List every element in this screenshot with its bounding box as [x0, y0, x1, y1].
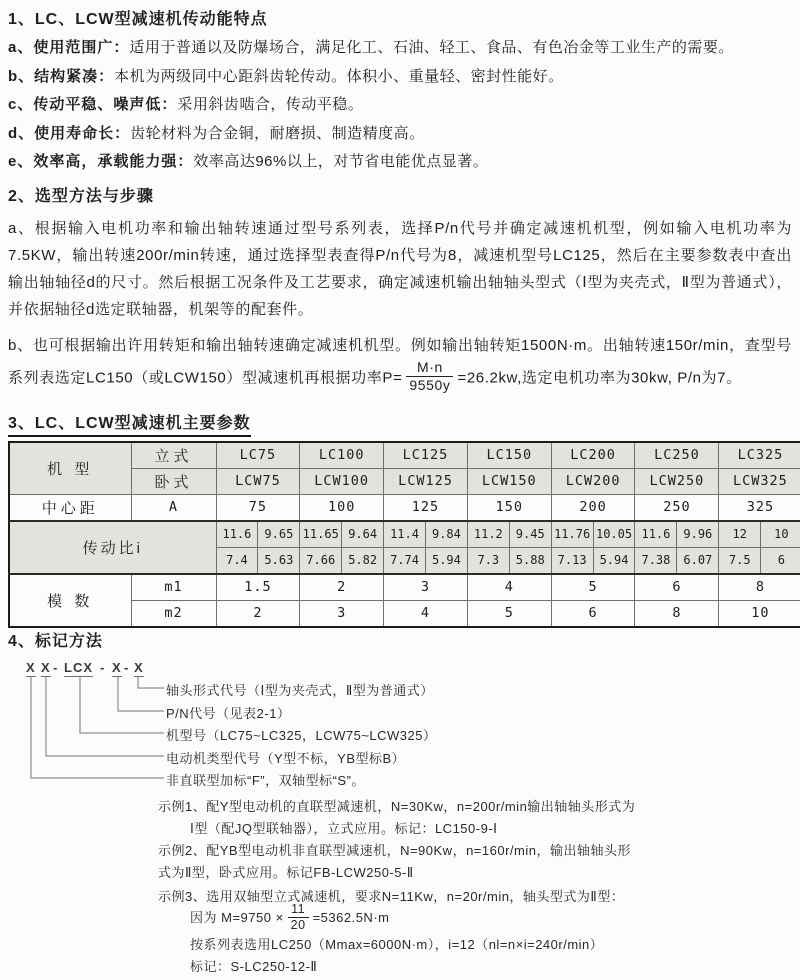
table-cell: 9.45: [509, 521, 551, 548]
table-cell: LCW250: [635, 468, 719, 494]
table-cell: 10: [761, 521, 800, 548]
code-motor-nondirect-x: X: [26, 659, 36, 675]
table-cell: 10.05: [593, 521, 635, 548]
example2-line1: 示例2、配YB型电动机非直联型减速机，N=90Kw，n=160r/min，输出轴轴头形: [158, 842, 631, 858]
diagram-label-shaft-type: 轴头形式代号（Ⅰ型为夹壳式，Ⅱ型为普通式）: [166, 682, 434, 698]
section3-title: [8, 410, 792, 437]
m1-label: m1: [131, 574, 216, 601]
table-cell: 7.5: [719, 547, 761, 574]
module-header: 模 数: [9, 574, 131, 627]
table-cell: 7.74: [384, 547, 426, 574]
center-distance-symbol: A: [131, 494, 216, 521]
table-cell: 10: [719, 600, 800, 627]
formula-numerator: M·n: [406, 359, 453, 377]
example3-calc: [190, 903, 389, 934]
code-shaft-x: X: [134, 659, 144, 675]
table-cell: 125: [384, 494, 468, 521]
feature-lead: e、效率高，承载能力强：: [8, 153, 194, 170]
section2-title: 2、选型方法与步骤: [8, 188, 154, 205]
selection-paragraph-a: a、根据输入电机功率和输出轴转速通过型号系列表，选择P/n代号并确定减速机机型，例如输入电机功率为7.5KW，输出转速200r/min转速，通过选择型表查得P/n代号为8，减速机型号LC125，然后在主要参数表中查出输出轴轴径d的尺寸。然后根据工况条件及工艺要求，确定减速机输出轴轴头型式（Ⅰ型为夹壳式，Ⅱ型为普通式），并依据轴径d选定联轴器，机架等的配套件。: [8, 220, 792, 318]
parameters-table: [8, 441, 800, 628]
example3-fraction: [288, 902, 309, 933]
table-cell: 150: [467, 494, 551, 521]
feature-item-e: [8, 152, 792, 171]
code-motor-type-x: X: [41, 659, 51, 675]
table-cell: LC200: [551, 442, 635, 469]
example1-line1: 示例1、配Y型电动机的直联型减速机，N=30Kw，n=200r/min输出轴轴头形式为: [158, 798, 636, 814]
table-cell: 9.96: [677, 521, 719, 548]
example3-line3: 按系列表选用LC250（Mmax=6000N·m），i=12（nl=n×i=240r/min）: [190, 936, 604, 952]
feature-text: 采用斜齿啮合，传动平稳。: [177, 96, 364, 113]
code-model-lcx: LCX: [64, 659, 93, 675]
diagram-label-model: 机型号（LC75~LC325，LCW75~LCW325）: [166, 727, 437, 743]
table-cell: LC75: [216, 442, 300, 469]
feature-lead: a、使用范围广：: [8, 39, 130, 56]
table-cell: LC250: [635, 442, 719, 469]
section-parameters: [8, 410, 792, 628]
table-cell: 11.6: [216, 521, 258, 548]
diagram-label-motor-type: 电动机类型代号（Y型不标，YB型标B）: [166, 750, 406, 766]
table-row-m1: [9, 574, 800, 601]
table-cell: 7.4: [216, 547, 258, 574]
table-cell: 9.65: [258, 521, 300, 548]
code-dash-3: -: [124, 659, 130, 675]
table-cell: 12: [719, 521, 761, 548]
example2-line2: 式为Ⅱ型，卧式应用。标记FB-LCW250-5-Ⅱ: [158, 864, 414, 880]
selection-paragraph-b: [8, 331, 792, 396]
table-cell: 2: [300, 574, 384, 601]
table-cell: 11.65: [300, 521, 342, 548]
table-cell: LCW200: [551, 468, 635, 494]
feature-lead: b、结构紧凑：: [8, 67, 115, 85]
code-dash-1: -: [53, 659, 59, 675]
table-cell: 6: [635, 574, 719, 601]
feature-text: 效率高达96%以上，对节省电能优点显著。: [193, 153, 489, 170]
section1-title: 1、LC、LCW型减速机传动能特点: [8, 11, 268, 28]
table-cell: 5.63: [258, 547, 300, 574]
feature-text: 齿轮材料为合金铜，耐磨损、制造精度高。: [130, 124, 425, 142]
table-cell: 8: [635, 600, 719, 627]
diagram-label-pn-code: P/N代号（见表2-1）: [166, 705, 291, 721]
table-cell: 3: [384, 574, 468, 601]
example3-fraction-den: 20: [290, 917, 306, 932]
section4-title: 4、标记方法: [8, 632, 103, 650]
section3-title-text: 3、LC、LCW型减速机主要参数: [8, 410, 251, 437]
table-cell: 5.94: [593, 547, 635, 574]
feature-item-b: [8, 67, 792, 86]
table-cell: 5.88: [509, 547, 551, 574]
table-cell: 9.64: [342, 521, 384, 548]
table-cell: 7.13: [551, 547, 593, 574]
table-cell: 7.3: [467, 547, 509, 574]
example3-line4: 标记：S-LC250-12-Ⅱ: [190, 958, 318, 974]
table-cell: 7.66: [300, 547, 342, 574]
feature-item-d: [8, 124, 792, 143]
table-cell: 200: [551, 494, 635, 521]
diagram-label-nondirect: 非直联型加标“F”，双轴型标“S”。: [166, 772, 365, 788]
table-cell: 7.38: [635, 547, 677, 574]
table-cell: 9.84: [425, 521, 467, 548]
table-cell: 325: [719, 494, 800, 521]
ratio-header: 传动比i: [9, 521, 216, 574]
marking-diagram: [8, 660, 792, 980]
code-pn-x: X: [112, 659, 122, 675]
table-cell: 4: [384, 600, 468, 627]
table-cell: 11.2: [467, 521, 509, 548]
table-cell: 11.4: [384, 521, 426, 548]
table-cell: 11.76: [551, 521, 593, 548]
formula-denominator: 9550y: [409, 376, 451, 393]
table-cell: 3: [300, 600, 384, 627]
example3-calc-pre: 因为 M=9750 ×: [190, 909, 284, 925]
table-cell: 1.5: [216, 574, 300, 601]
table-cell: 5: [467, 600, 551, 627]
table-cell: LCW100: [300, 468, 384, 494]
table-row-ratio-1: [9, 521, 800, 548]
table-cell: LCW150: [467, 468, 551, 494]
feature-text: 适用于普通以及防爆场合，满足化工、石油、轻工、食品、有色冶金等工业生产的需要。: [129, 39, 734, 56]
power-formula-fraction: [406, 359, 453, 394]
horizontal-type-label: 卧式: [131, 468, 216, 494]
code-dash-2: -: [100, 659, 106, 675]
example3-calc-post: =5362.5N·m: [312, 909, 390, 925]
table-cell: 6: [761, 547, 800, 574]
table-cell: 250: [635, 494, 719, 521]
table-cell: 100: [300, 494, 384, 521]
table-cell: 8: [719, 574, 800, 601]
table-cell: 5: [551, 574, 635, 601]
feature-lead: c、传动平稳、噪声低：: [8, 96, 178, 113]
table-cell: LC125: [384, 442, 468, 469]
table-cell: 2: [216, 600, 300, 627]
table-cell: LC150: [467, 442, 551, 469]
example3-fraction-num: 11: [288, 902, 309, 918]
table-cell: LC325: [719, 442, 800, 469]
table-cell: LCW325: [719, 468, 800, 494]
table-row-center-distance: [9, 494, 800, 521]
table-cell: LC100: [300, 442, 384, 469]
paragraph-b-pre: b、也可根据输出许用转矩和输出轴转速确定减速机机型。例如输出轴转矩1500N·m。出轴转速150r/min，查型号系列表选定LC150（或LCW150）型减速机再根据功率P=: [8, 337, 792, 387]
table-cell: 75: [216, 494, 300, 521]
table-cell: 4: [467, 574, 551, 601]
table-cell: LCW125: [384, 468, 468, 494]
feature-lead: d、使用寿命长：: [8, 124, 131, 142]
feature-text: 本机为两级同中心距斜齿轮传动。体积小、重量轻、密封性能好。: [114, 67, 564, 85]
model-type-header: 机 型: [9, 442, 131, 495]
table-cell: 6.07: [677, 547, 719, 574]
center-distance-header: 中心距: [9, 494, 131, 521]
m2-label: m2: [131, 600, 216, 627]
feature-item-a: [8, 38, 792, 57]
table-row-lc: [9, 442, 800, 469]
table-cell: 5.82: [342, 547, 384, 574]
paragraph-b-post: =26.2kw,选定电机功率为30kw, P/n为7。: [457, 369, 742, 387]
vertical-type-label: 立式: [131, 442, 216, 469]
feature-item-c: [8, 95, 792, 114]
table-cell: LCW75: [216, 468, 300, 494]
table-cell: 11.6: [635, 521, 677, 548]
table-cell: 5.94: [425, 547, 467, 574]
example3-line1: 示例3、选用双轴型立式减速机，要求N=11Kw，n=20r/min，轴头型式为Ⅱ型：: [158, 888, 625, 904]
table-cell: 6: [551, 600, 635, 627]
example1-line2: Ⅰ型（配JQ型联轴器），立式应用。标记：LC150-9-Ⅰ: [190, 820, 498, 836]
